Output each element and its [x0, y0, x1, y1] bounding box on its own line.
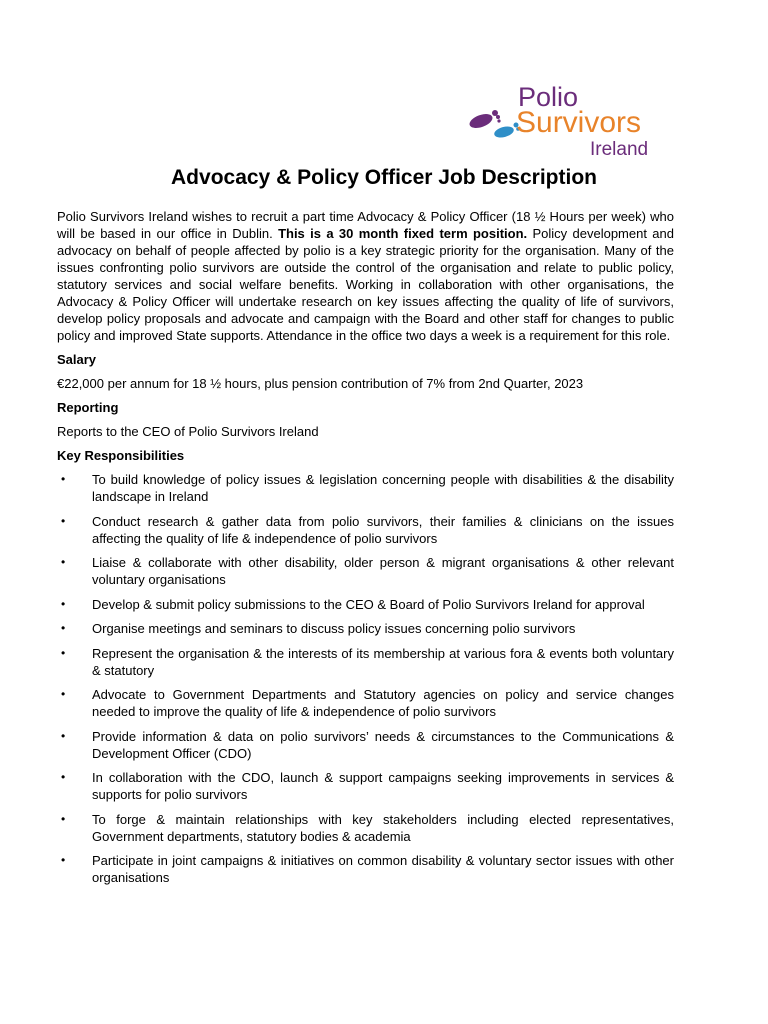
list-item: • Conduct research & gather data from polio survivors, their families & clinicians on the issues affecting the quality of life & independence of polio survivors: [61, 513, 674, 546]
salary-text: €22,000 per annum for 18 ½ hours, plus pension contribution of 7% from 2nd Quarter, 2023: [57, 376, 584, 391]
bullet-icon: •: [61, 687, 66, 701]
bullet-icon: •: [61, 853, 66, 867]
responsibilities-list: [57, 471, 674, 886]
footprints-icon: [466, 106, 522, 146]
list-item: • Advocate to Government Departments and Statutory agencies on policy and service changes needed to improve the quality of life & independence of polio survivors: [61, 687, 674, 719]
bullet-icon: •: [61, 728, 66, 743]
list-item: • To forge & maintain relationships with key stakeholders including elected representatives, Government departments, statutory bodies & academia: [61, 811, 674, 844]
list-item: • Develop & submit policy submissions to the CEO & Board of Polio Survivors Ireland for approval: [61, 596, 645, 612]
document-body: [57, 208, 674, 894]
list-item: • In collaboration with the CDO, launch & support campaigns seeking improvements in services & supports for polio survivors: [61, 770, 674, 802]
logo-word-ireland: Ireland: [590, 139, 649, 160]
logo-word-polio: Polio: [518, 82, 579, 112]
reporting-heading: Reporting: [57, 400, 119, 415]
page-title: Advocacy & Policy Officer Job Description: [171, 166, 597, 189]
list-item: • Organise meetings and seminars to discuss policy issues concerning polio survivors: [61, 621, 576, 636]
logo-word-survivors: Survivors: [516, 106, 642, 139]
bullet-icon: •: [61, 513, 66, 528]
bullet-icon: •: [61, 645, 66, 660]
bullet-icon: •: [61, 621, 66, 635]
bullet-icon: •: [61, 811, 66, 826]
list-item: • Provide information & data on polio survivors’ needs & circumstances to the Communications & Development Officer (CDO): [61, 728, 674, 761]
salary-heading: Salary: [57, 352, 97, 367]
reporting-text: Reports to the CEO of Polio Survivors Ireland: [57, 424, 319, 439]
list-item: • Participate in joint campaigns & initiatives on common disability & voluntary sector issues with other organisations: [61, 853, 674, 885]
responsibilities-heading: Key Responsibilities: [57, 448, 185, 463]
bullet-icon: •: [61, 472, 66, 486]
list-item: • To build knowledge of policy issues & legislation concerning people with disabilities & the disability landscape in Ireland: [61, 472, 674, 504]
fixed-term-notice: This is a 30 month fixed term position.: [278, 226, 528, 241]
list-item: • Liaise & collaborate with other disability, older person & migrant organisations & other relevant voluntary organisations: [61, 555, 674, 587]
polio-survivors-logo: [466, 84, 678, 162]
list-item: • Represent the organisation & the interests of its membership at various fora & events both voluntary & statutory: [61, 645, 674, 678]
intro-paragraph: Polio Survivors Ireland wishes to recruit a part time Advocacy & Policy Officer (18 ½ Hours per week) who will be based in our office in Dublin. This is a 30 month fixed term position. Policy development and advocacy on behalf of people affected by polio is a key strategic priority for the organisation. Many of the issues confronting polio survivors are outside the control of the organisation and relate to public policy, statutory services and social welfare benefits. Working in collaboration with other organisations, the Advocacy & Policy Officer will undertake research on key issues affecting the quality of life of survivors, develop policy proposals and advocate and campaign with the Board and other staff for changes to public policy and improved State supports. Attendance in the office two days a week is a requirement for this role.: [57, 209, 675, 343]
bullet-icon: •: [61, 555, 66, 569]
bullet-icon: •: [61, 596, 66, 611]
bullet-icon: •: [61, 770, 66, 784]
